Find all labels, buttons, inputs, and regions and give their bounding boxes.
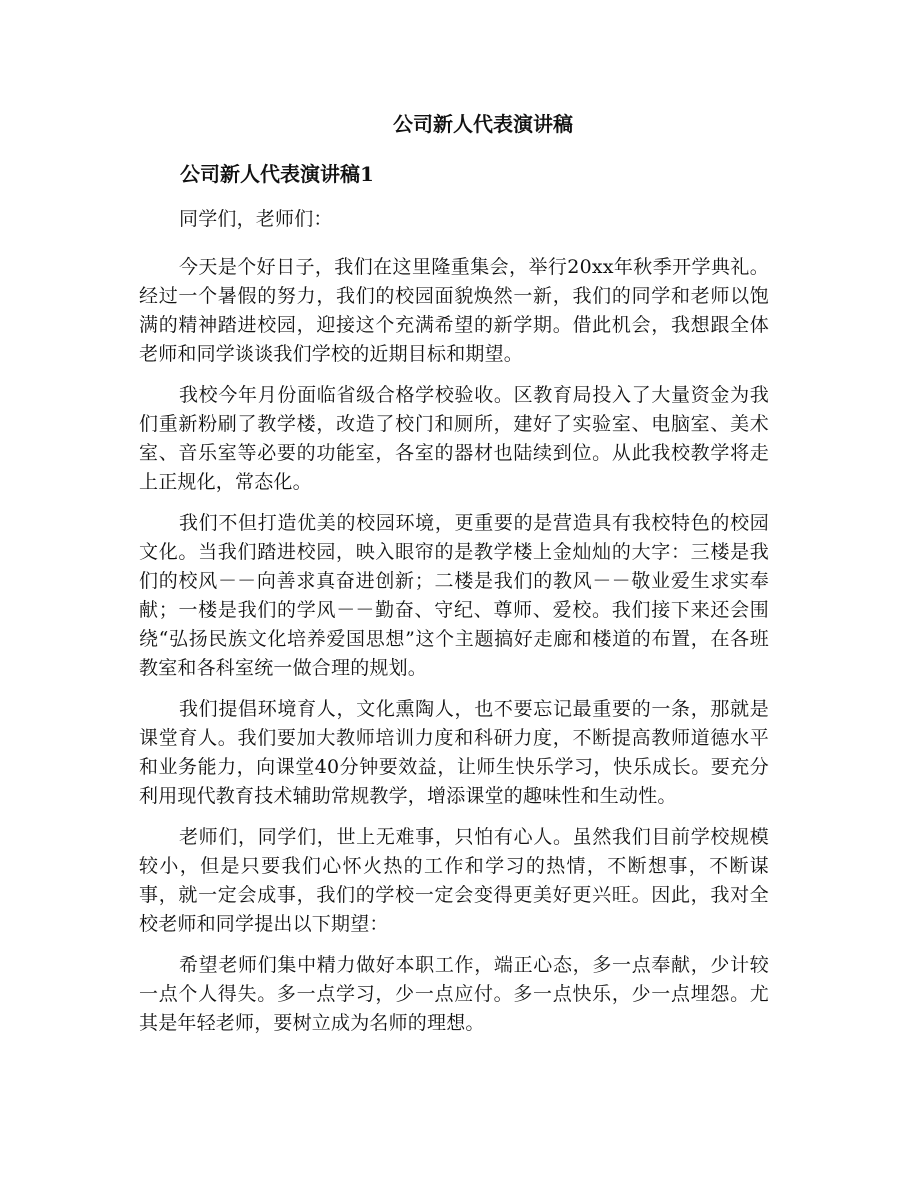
paragraph-5: 老师们，同学们，世上无难事，只怕有心人。虽然我们目前学校规模较小，但是只要我们心怀火热的工作和学习的热情，不断想事，不断谋事，就一定会成事，我们的学校一定会变得更美好更兴旺。因此，我对全校老师和同学提出以下期望： [139, 826, 769, 935]
paragraph-6: 希望老师们集中精力做好本职工作，端正心态，多一点奉献，少计较一点个人得失。多一点学习，少一点应付。多一点快乐，少一点埋怨。尤其是年轻老师，要树立成为名师的理想。 [139, 954, 769, 1034]
paragraph-3: 我们不但打造优美的校园环境，更重要的是营造具有我校特色的校园文化。当我们踏进校园，映入眼帘的是教学楼上金灿灿的大字：三楼是我们的校风－－向善求真奋进创新；二楼是我们的教风－－敬业爱生求实奉献；一楼是我们的学风－－勤奋、守纪、尊师、爱校。我们接下来还会围绕“弘扬民族文化培养爱国思想”这个主题搞好走廊和楼道的布置，在各班教室和各科室统一做合理的规划。 [139, 512, 769, 679]
paragraph-2: 我校今年月份面临省级合格学校验收。区教育局投入了大量资金为我们重新粉刷了教学楼，改造了校门和厕所，建好了实验室、电脑室、美术室、音乐室等必要的功能室，各室的器材也陆续到位。从此我校教学将走上正规化，常态化。 [139, 384, 769, 493]
document-body [139, 205, 769, 1050]
paragraph-1: 今天是个好日子，我们在这里隆重集会，举行20xx年秋季开学典礼。经过一个暑假的努力，我们的校园面貌焕然一新，我们的同学和老师以饱满的精神踏进校园，迎接这个充满希望的新学期。借此机会，我想跟全体老师和同学谈谈我们学校的近期目标和期望。 [139, 256, 769, 365]
section-heading: 公司新人代表演讲稿1 [180, 162, 374, 186]
paragraph-4: 我们提倡环境育人，文化熏陶人，也不要忘记最重要的一条，那就是课堂育人。我们要加大教师培训力度和科研力度，不断提高教师道德水平和业务能力，向课堂40分钟要效益，让师生快乐学习，快乐成长。要充分利用现代教育技术辅助常规教学，增添课堂的趣味性和生动性。 [139, 698, 769, 807]
paragraph-greeting: 同学们，老师们： [179, 208, 333, 230]
document-title: 公司新人代表演讲稿 [393, 112, 573, 136]
